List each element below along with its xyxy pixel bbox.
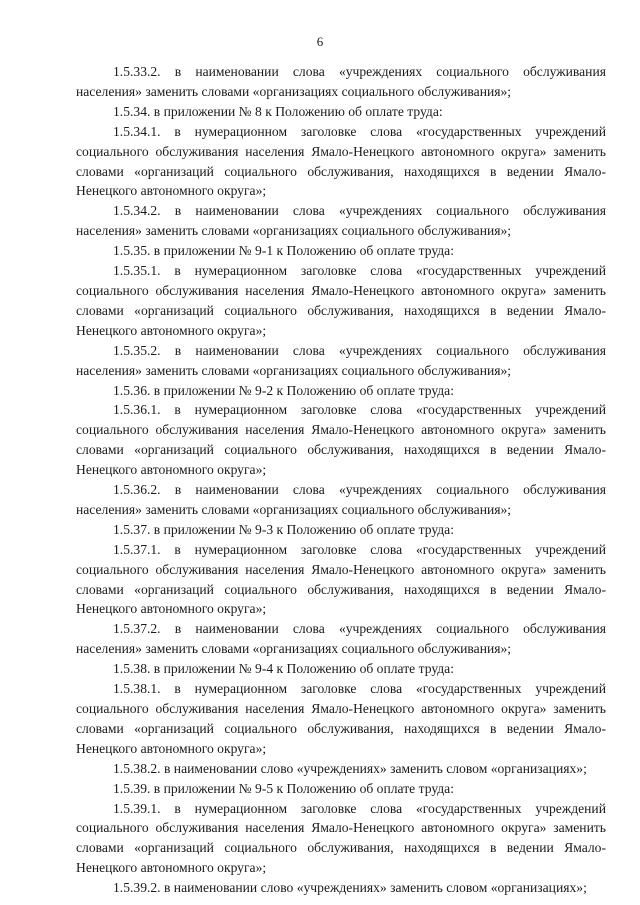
paragraph-1-5-39-2: 1.5.39.2. в наименовании слово «учреждениях» заменить словом «организациях»; — [113, 880, 587, 896]
paragraph-1-5-35-2: 1.5.35.2. в наименовании слова «учреждениях социального обслуживания населения» заменить словами «организациях социального обслуживания»; — [76, 342, 606, 378]
paragraph-1-5-36-1: 1.5.36.1. в нумерационном заголовке слова «государственных учреждений социального обслуживания населения Ямало-Ненецкого автономного округа» заменить словами «организаций социального обслуживания, находящихся в ведении Ямало-Ненецкого автономного округа»; — [76, 402, 606, 478]
paragraph-1-5-35: 1.5.35. в приложении № 9-1 к Положению об оплате труда: — [113, 243, 454, 259]
paragraph-1-5-34: 1.5.34. в приложении № 8 к Положению об оплате труда: — [113, 103, 443, 119]
page-number: 6 — [316, 34, 324, 49]
paragraph-1-5-34-2: 1.5.34.2. в наименовании слова «учреждениях социального обслуживания населения» заменить словами «организациях социального обслуживания»; — [76, 203, 606, 239]
paragraph-1-5-35-1: 1.5.35.1. в нумерационном заголовке слова «государственных учреждений социального обслуживания населения Ямало-Ненецкого автономного округа» заменить словами «организаций социального обслуживания, находящихся в ведении Ямало-Ненецкого автономного округа»; — [76, 263, 606, 338]
paragraph-1-5-37-1: 1.5.37.1. в нумерационном заголовке слова «государственных учреждений социального обслуживания населения Ямало-Ненецкого автономного округа» заменить словами «организаций социального обслуживания, находящихся в ведении Ямало-Ненецкого автономного округа»; — [76, 541, 606, 617]
paragraph-1-5-36-2: 1.5.36.2. в наименовании слова «учреждениях социального обслуживания населения» заменить словами «организациях социального обслуживания»; — [76, 482, 606, 517]
paragraph-1-5-38-1: 1.5.38.1. в нумерационном заголовке слова «государственных учреждений социального обслуживания населения Ямало-Ненецкого автономного округа» заменить словами «организаций социального обслуживания, находящихся в ведении Ямало-Ненецкого автономного округа»; — [76, 681, 606, 756]
paragraph-1-5-37: 1.5.37. в приложении № 9-3 к Положению об оплате труда: — [113, 521, 454, 537]
paragraph-1-5-36: 1.5.36. в приложении № 9-2 к Положению об оплате труда: — [113, 382, 454, 398]
paragraph-1-5-38: 1.5.38. в приложении № 9-4 к Положению об оплате труда: — [113, 661, 454, 677]
paragraph-1-5-39: 1.5.39. в приложении № 9-5 к Положению об оплате труда: — [113, 780, 454, 796]
document-body — [76, 62, 606, 898]
paragraph-1-5-34-1: 1.5.34.1. в нумерационном заголовке слова «государственных учреждений социального обслуживания населения Ямало-Ненецкого автономного округа» заменить словами «организаций социального обслуживания, находящихся в ведении Ямало-Ненецкого автономного округа»; — [76, 123, 606, 199]
paragraph-1-5-39-1: 1.5.39.1. в нумерационном заголовке слова «государственных учреждений социального обслуживания населения Ямало-Ненецкого автономного округа» заменить словами «организаций социального обслуживания, находящихся в ведении Ямало-Ненецкого автономного округа»; — [76, 800, 606, 876]
paragraph-1-5-38-2: 1.5.38.2. в наименовании слово «учреждениях» заменить словом «организациях»; — [113, 760, 587, 776]
paragraph-1-5-37-2: 1.5.37.2. в наименовании слова «учреждениях социального обслуживания населения» заменить словами «организациях социального обслуживания»; — [76, 621, 606, 657]
paragraph-1-5-33-2: 1.5.33.2. в наименовании слова «учреждениях социального обслуживания населения» заменить словами «организациях социального обслуживания»; — [76, 64, 606, 99]
